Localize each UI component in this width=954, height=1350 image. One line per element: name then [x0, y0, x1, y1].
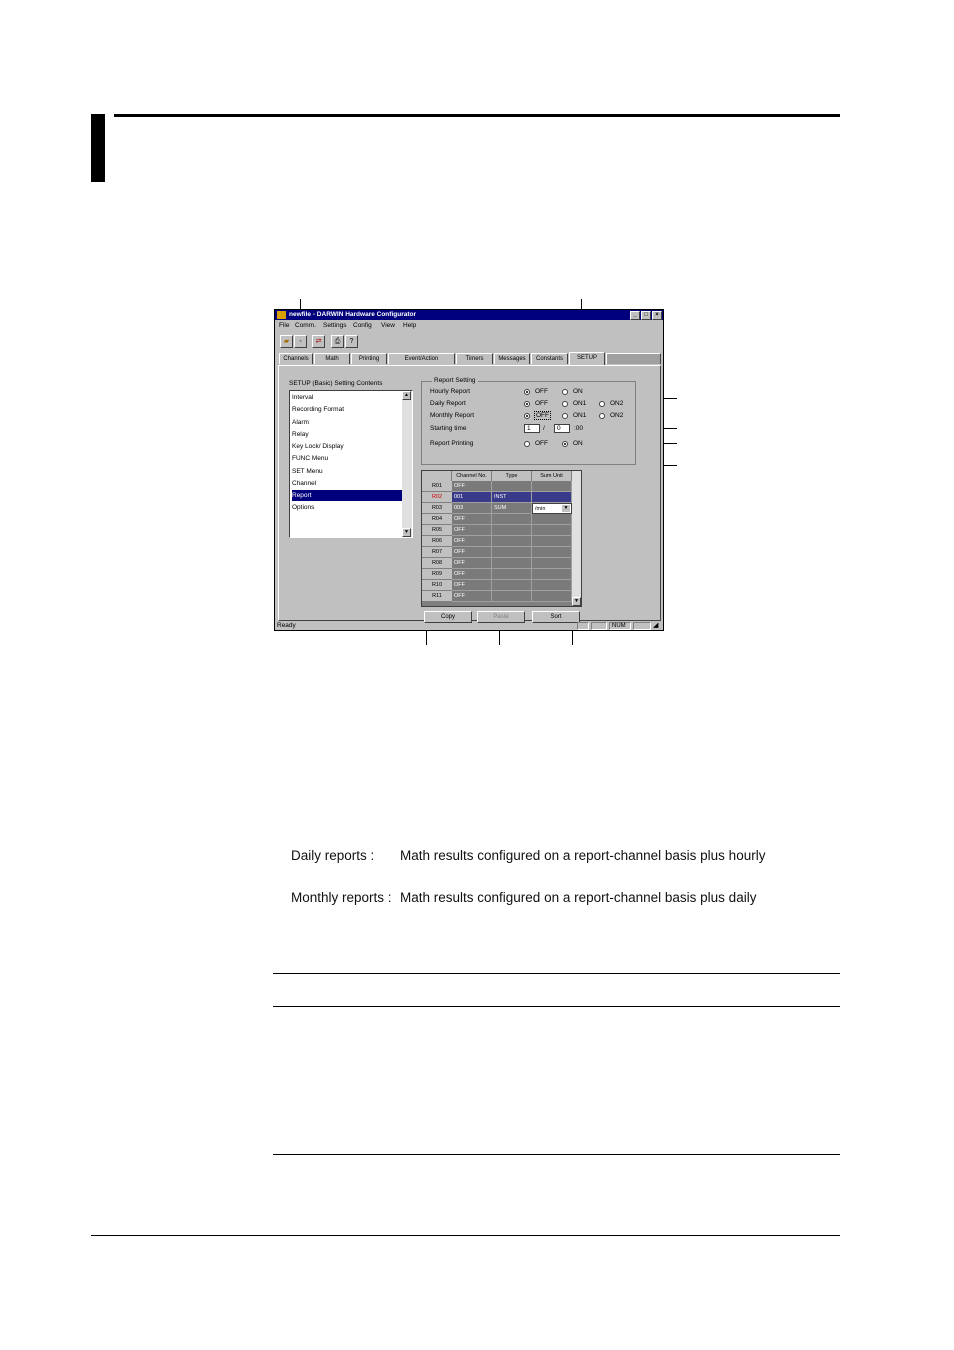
radio-label: OFF: [535, 400, 548, 407]
setup-panel: [278, 365, 661, 621]
hourly-off-radio[interactable]: [524, 389, 530, 395]
corner-header: [422, 471, 452, 481]
monthly-off-radio[interactable]: [524, 413, 530, 419]
sum-unit-cell[interactable]: [532, 514, 572, 525]
title-bar: [275, 310, 663, 320]
radio-label: ON1: [573, 400, 587, 407]
tab-math[interactable]: Math: [314, 353, 350, 364]
sum-unit-cell[interactable]: [532, 558, 572, 569]
note-rule-top: [273, 973, 840, 974]
sum-unit-cell[interactable]: [532, 569, 572, 580]
status-bar: [275, 621, 663, 631]
column-header[interactable]: Sum Unit: [532, 471, 572, 481]
type-cell[interactable]: [492, 558, 532, 569]
tab-timers[interactable]: Timers: [456, 353, 493, 364]
type-cell[interactable]: SUM: [492, 503, 532, 514]
menu-bar: [275, 321, 663, 331]
start-day-input[interactable]: 1: [524, 424, 540, 433]
scroll-down-icon[interactable]: ▼: [572, 597, 581, 606]
type-cell[interactable]: INST: [492, 492, 532, 503]
status-pane: [577, 622, 589, 630]
transfer-icon[interactable]: ⇄: [312, 335, 325, 348]
list-item[interactable]: Channel: [292, 480, 317, 487]
daily-reports-term: Daily reports :: [291, 848, 375, 863]
note-rule-mid: [273, 1006, 840, 1007]
menu-config[interactable]: Config: [353, 322, 372, 329]
app-window: [274, 309, 664, 631]
type-cell[interactable]: [492, 536, 532, 547]
channel-cell[interactable]: OFF: [452, 591, 492, 602]
row-header[interactable]: R11: [422, 591, 452, 602]
copy-button[interactable]: Copy: [424, 611, 472, 623]
radio-label: ON: [573, 388, 583, 395]
channel-cell[interactable]: 001: [452, 492, 492, 503]
sum-unit-cell[interactable]: [532, 536, 572, 547]
printing-on-radio[interactable]: [562, 441, 568, 447]
tab-messages[interactable]: Messages: [494, 353, 530, 364]
scroll-up-icon[interactable]: ▲: [402, 391, 411, 400]
row-header[interactable]: R10: [422, 580, 452, 591]
paste-button[interactable]: Paste: [477, 611, 525, 623]
report-channel-table[interactable]: [421, 470, 582, 607]
list-item[interactable]: Key Lock/ Display: [292, 443, 344, 450]
scroll-down-icon[interactable]: ▼: [402, 528, 411, 537]
help-icon[interactable]: ?: [345, 335, 358, 348]
window-title: newfile - DARWIN Hardware Configurator: [289, 311, 417, 318]
list-item[interactable]: Recording Format: [292, 406, 345, 413]
monthly-on2-radio[interactable]: [599, 413, 605, 419]
type-cell[interactable]: [492, 481, 532, 492]
daily-off-radio[interactable]: [524, 401, 530, 407]
radio-label: ON1: [573, 412, 587, 419]
tab-strip: [279, 353, 661, 365]
status-text: Ready: [277, 622, 296, 629]
list-item[interactable]: Options: [292, 504, 315, 511]
save-icon[interactable]: ▪: [294, 335, 307, 348]
table-scrollbar[interactable]: [572, 471, 581, 606]
radio-label: OFF: [536, 412, 549, 419]
channel-cell[interactable]: OFF: [452, 514, 492, 525]
radio-label: ON2: [610, 400, 624, 407]
menu-comm[interactable]: Comm.: [295, 322, 316, 329]
starting-time-label: Starting time: [430, 425, 467, 432]
setup-list-heading: SETUP (Basic) Setting Contents: [289, 380, 383, 387]
list-item[interactable]: Relay: [292, 431, 309, 438]
channel-cell[interactable]: OFF: [452, 558, 492, 569]
section-marker: [91, 114, 105, 182]
sum-unit-cell[interactable]: [532, 547, 572, 558]
sum-unit-cell[interactable]: [532, 591, 572, 602]
start-hour-input[interactable]: 0: [554, 424, 570, 433]
daily-reports-desc: Math results configured on a report-channel basis plus hourly: [400, 848, 766, 863]
note-rule-bottom: [273, 1154, 840, 1155]
list-item[interactable]: FUNC Menu: [292, 455, 329, 462]
status-pane: [591, 622, 607, 630]
type-cell[interactable]: [492, 580, 532, 591]
printing-off-radio[interactable]: [524, 441, 530, 447]
row-header[interactable]: R01: [422, 481, 452, 492]
tab-constants[interactable]: Constants: [531, 353, 568, 364]
tab-printing[interactable]: Printing: [351, 353, 387, 364]
channel-cell[interactable]: OFF: [452, 536, 492, 547]
sum-unit-cell[interactable]: [532, 525, 572, 536]
list-item[interactable]: Alarm: [292, 419, 309, 426]
report-setting-title: Report Setting: [434, 377, 476, 384]
channel-cell[interactable]: OFF: [452, 569, 492, 580]
channel-cell[interactable]: OFF: [452, 525, 492, 536]
radio-label: ON2: [610, 412, 624, 419]
sum-unit-cell[interactable]: /min ▼: [532, 503, 572, 514]
daily-on2-radio[interactable]: [599, 401, 605, 407]
radio-label: ON: [573, 440, 583, 447]
row-header[interactable]: R04: [422, 514, 452, 525]
channel-cell[interactable]: OFF: [452, 547, 492, 558]
row-header[interactable]: R02: [422, 492, 452, 503]
channel-cell[interactable]: 003: [452, 503, 492, 514]
header-rule: [114, 114, 840, 117]
hourly-report-label: Hourly Report: [430, 388, 471, 395]
sort-button[interactable]: Sort: [532, 611, 580, 623]
type-cell[interactable]: [492, 569, 532, 580]
start-separator: /: [543, 425, 545, 432]
daily-report-label: Daily Report: [430, 400, 466, 407]
monthly-reports-desc: Math results configured on a report-channel basis plus daily: [400, 890, 757, 905]
status-pane: [633, 622, 651, 630]
monthly-on1-radio[interactable]: [562, 413, 568, 419]
close-button[interactable]: ×: [652, 311, 662, 320]
list-item[interactable]: SET Menu: [292, 468, 323, 475]
type-cell[interactable]: [492, 525, 532, 536]
open-icon[interactable]: ▰: [280, 335, 293, 348]
toolbar: [275, 334, 663, 348]
hourly-on-radio[interactable]: [562, 389, 568, 395]
radio-label: OFF: [535, 388, 548, 395]
sum-unit-cell[interactable]: [532, 492, 572, 503]
tab-setup[interactable]: SETUP: [569, 352, 605, 365]
channel-cell[interactable]: OFF: [452, 481, 492, 492]
type-cell[interactable]: [492, 547, 532, 558]
list-item[interactable]: Interval: [292, 394, 314, 401]
row-header[interactable]: R03: [422, 503, 452, 514]
tab-event-action[interactable]: Event/Action: [388, 353, 455, 364]
column-header[interactable]: Type: [492, 471, 532, 481]
column-header[interactable]: Channel No.: [452, 471, 492, 481]
footer-rule: [91, 1235, 840, 1236]
row-header[interactable]: R08: [422, 558, 452, 569]
app-icon: [277, 311, 286, 319]
list-item-selected[interactable]: Report: [292, 490, 402, 501]
row-header[interactable]: R05: [422, 525, 452, 536]
minimize-button[interactable]: _: [630, 311, 640, 320]
row-header[interactable]: R09: [422, 569, 452, 580]
row-header[interactable]: R07: [422, 547, 452, 558]
num-indicator: NUM: [609, 622, 631, 630]
dropdown-arrow-icon[interactable]: ▼: [563, 505, 569, 511]
list-scrollbar[interactable]: [402, 391, 412, 537]
channel-cell[interactable]: OFF: [452, 580, 492, 591]
tab-channels[interactable]: Channels: [279, 353, 313, 364]
sum-unit-cell[interactable]: [532, 580, 572, 591]
type-cell[interactable]: [492, 591, 532, 602]
menu-help[interactable]: Help: [403, 322, 417, 329]
tab-strip-filler: [606, 353, 661, 364]
menu-settings[interactable]: Settings: [323, 322, 347, 329]
menu-file[interactable]: File: [279, 322, 290, 329]
monthly-reports-term: Monthly reports :: [291, 890, 392, 905]
start-minutes: :00: [574, 425, 584, 432]
sum-unit-cell[interactable]: [532, 481, 572, 492]
monthly-report-label: Monthly Report: [430, 412, 475, 419]
maximize-button[interactable]: □: [641, 311, 651, 320]
radio-label: OFF: [535, 440, 548, 447]
resize-grip-icon[interactable]: ◢: [653, 622, 659, 629]
setup-list[interactable]: [289, 390, 413, 538]
print-icon[interactable]: ⎙: [331, 335, 344, 348]
report-printing-label: Report Printing: [430, 440, 474, 447]
daily-on1-radio[interactable]: [562, 401, 568, 407]
menu-view[interactable]: View: [381, 322, 395, 329]
row-header[interactable]: R06: [422, 536, 452, 547]
type-cell[interactable]: [492, 514, 532, 525]
